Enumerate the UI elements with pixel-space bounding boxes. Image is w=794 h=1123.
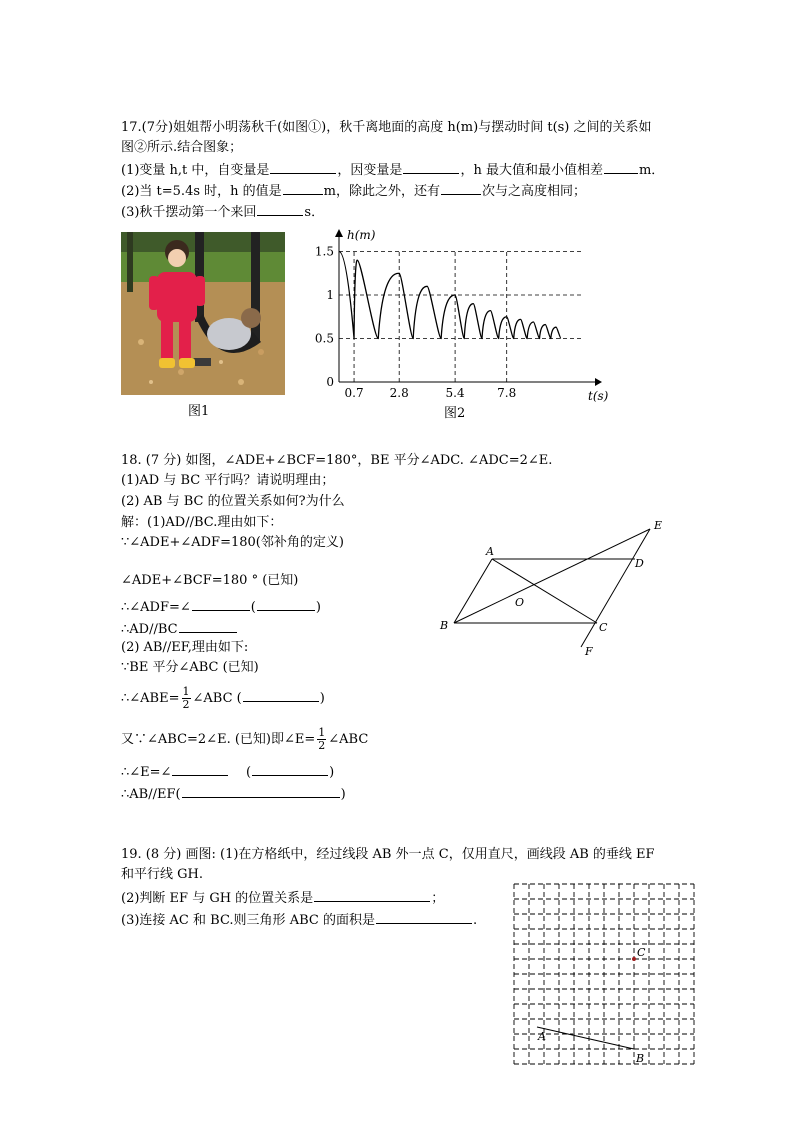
fraction-half: $\frac{1}{2}$ — [182, 685, 190, 711]
q18-step-angle-equal: ∴∠E=∠ ( ) — [121, 762, 334, 782]
label-o: O — [515, 596, 525, 609]
fig1-caption: 图1 — [188, 404, 210, 419]
blank-dependent-variable[interactable] — [403, 160, 459, 174]
label-a: A — [538, 1030, 546, 1043]
blank-height-value[interactable] — [283, 181, 323, 195]
x-tick-label: 5.4 — [445, 386, 465, 400]
height-curve — [339, 252, 561, 339]
x-axis-arrow — [595, 378, 602, 386]
segment-be — [454, 529, 650, 623]
label-c: C — [637, 946, 646, 959]
q18-step-given: ∠ADE+∠BCF=180 ° (已知) — [121, 573, 299, 588]
segment-ab — [537, 1027, 634, 1049]
q18-step-angle-adf: ∴∠ADF=∠ ( ) — [121, 597, 321, 617]
q18-question2: (2) AB 与 BC 的位置关系如何?为什么 — [121, 494, 345, 509]
label-b: B — [636, 1052, 645, 1065]
blank-position-relation[interactable] — [314, 888, 430, 902]
blank-angle-2[interactable] — [172, 762, 228, 776]
q17-part1: (1)变量 h,t 中，自变量是 ，因变量是 ，h 最大值和最小值相差 m． — [121, 160, 664, 180]
blank-triangle-area[interactable] — [376, 910, 472, 924]
q17-line2: 图②所示.结合图象； — [121, 140, 243, 155]
x-tick-label: 0.7 — [344, 386, 364, 400]
height-time-chart — [314, 225, 620, 409]
blank-height-difference[interactable] — [604, 160, 638, 174]
blank-reason-2[interactable] — [179, 619, 237, 633]
q18-step-bisect: ∵BE 平分∠ABC (已知) — [121, 660, 259, 675]
blank-reason-4[interactable] — [252, 762, 328, 776]
q18-step-adjacent: ∵∠ADE+∠ADF=180(邻补角的定义) — [121, 535, 344, 550]
q18-conclusion: ∴AB//EF( ) — [121, 784, 346, 804]
x-tick-label: 7.8 — [497, 386, 517, 400]
blank-period[interactable] — [257, 202, 303, 216]
q19-part3: (3)连接 AC 和 BC.则三角形 ABC 的面积是 . — [121, 910, 477, 930]
q18-part2-start: (2) AB//EF,理由如下: — [121, 640, 249, 655]
blank-reason-5[interactable] — [182, 784, 340, 798]
blank-independent-variable[interactable] — [270, 160, 336, 174]
x-axis-label: t(s) — [588, 389, 609, 403]
blank-reason-1[interactable] — [257, 597, 315, 611]
swing-photo — [121, 232, 285, 395]
y-tick-label: 1 — [326, 288, 334, 302]
blank-reason-3[interactable] — [243, 688, 319, 702]
q18-title: 18. (7 分) 如图，∠ADE+∠BCF=180°，BE 平分∠ADC. ∠ADC=2∠E. — [121, 453, 553, 468]
q19-line1: 19. (8 分) 画图: (1)在方格纸中，经过线段 AB 外一点 C，仅用直尺，画线段 AB 的垂线 EF — [121, 847, 655, 862]
fig2-caption: 图2 — [444, 406, 466, 421]
q18-question1: (1)AD 与 BC 平行吗？请说明理由； — [121, 473, 335, 488]
label-d: D — [635, 557, 644, 570]
y-axis-label: h(m) — [347, 228, 376, 242]
label-c: C — [599, 621, 608, 634]
q18-solution-start: 解：(1)AD//BC.理由如下： — [121, 515, 283, 530]
grid-paper[interactable] — [508, 878, 698, 1072]
q18-geometry-figure — [435, 515, 675, 669]
y-axis-arrow — [335, 229, 343, 237]
segment-ac — [492, 559, 597, 623]
y-tick-label: 0.5 — [314, 331, 334, 346]
blank-times-count[interactable] — [441, 181, 481, 195]
q17-part2: (2)当 t=5.4s 时，h 的值是 m，除此之外，还有 次与之高度相同； — [121, 181, 586, 201]
label-a: A — [486, 545, 494, 558]
y-tick-label: 1.5 — [314, 244, 334, 259]
label-b: B — [440, 619, 449, 632]
q19-part2: (2)判断 EF 与 GH 的位置关系是 ； — [121, 888, 444, 908]
q18-step-angle-e: 又∵∠ABC=2∠E. (已知)即∠E= $\frac{1}{2}$ ∠ABC — [121, 726, 369, 752]
fraction-half-2: $\frac{1}{2}$ — [318, 726, 326, 752]
point-c — [632, 957, 636, 961]
q17-part3: (3)秋千摆动第一个来回 s． — [121, 202, 324, 222]
q18-step-parallel: ∴AD//BC — [121, 619, 238, 639]
y-tick-label: 0 — [326, 375, 334, 389]
q17-line1: 17.(7分)姐姐帮小明荡秋千(如图①)，秋千离地面的高度 h(m)与摆动时间 t(s) 之间的关系如 — [121, 120, 652, 135]
segment-ef — [581, 529, 650, 647]
label-e: E — [654, 519, 663, 532]
x-tick-label: 2.8 — [389, 386, 409, 400]
label-f: F — [585, 645, 593, 658]
q19-line2: 和平行线 GH. — [121, 867, 203, 882]
q18-step-half: ∴∠ABE= $\frac{1}{2}$ ∠ABC ( ) — [121, 685, 325, 711]
blank-angle[interactable] — [192, 597, 250, 611]
